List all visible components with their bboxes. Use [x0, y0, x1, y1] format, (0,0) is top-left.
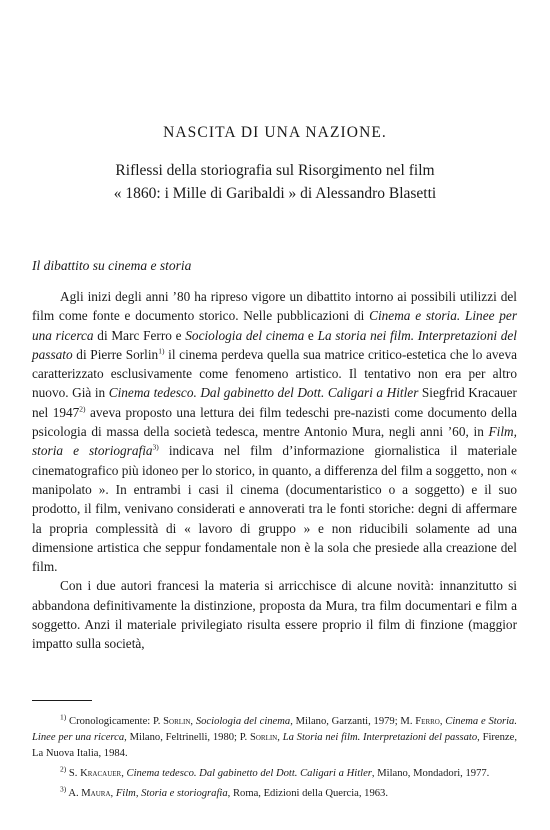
- footnote-2: $^{2)}$ S. Kracauer, Cinema tedesco. Dal gabinetto del Dott. Caligari a Hitler, Milano, Mondadori, 1977.: [60, 764, 490, 779]
- footnote-separator: [32, 700, 92, 701]
- footnote-ref-2: 2): [79, 404, 86, 414]
- footnote-ref-3: 3): [152, 442, 159, 452]
- footnote-1: $^{1)}$ Cronologicamente: P. Sorlin, Sociologia del cinema, Milano, Garzanti, 1979; M. Ferro, Cinema e Storia. Linee per una ricerca, Milano, Feltrinelli, 1980; P. Sorlin, La Storia nei film. Interpretazioni del passato, Firenze, La Nuova Italia, 1984.: [32, 712, 518, 759]
- chapter-subtitle-line-1: Riflessi della storiografia sul Risorgimento nel film: [115, 162, 435, 179]
- chapter-title: NASCITA DI UNA NAZIONE.: [163, 124, 387, 141]
- paragraph-1: Agli inizi degli anni ’80 ha ripreso vigore un dibattito intorno ai possibili utilizzi del film come fonte e documento storico. Nelle pubblicazioni di Cinema e storia. Linee per una ricerca di Marc Ferro e Sociologia del cinema e La storia nei film. Interpretazioni del passato di Pierre Sorlin$^{1)}$ il cinema perdeva quella sua matrice critico-estetica che lo aveva caratterizzato esclusivamente come fenomeno artistico. Il tentativo non era per altro nuovo. Già in Cinema tedesco. Dal gabinetto del Dott. Caligari a Hitler Siegfrid Kracauer nel 1947$^{2)}$ aveva proposto una lettura dei film tedeschi pre-nazisti come documento della psicologia di massa della società tedesca, mentre Antonio Mura, negli anni ’60, in Film, storia e storiografia$^{3)}$ indicava nel film d’informazione giornalistica il materiale cinematografico più idoneo per lo storico, in quanto, a differenza del film a soggetto, non « manipolato ». In entrambi i casi il cinema (documentaristico o a soggetto) e il suo prodotto, il film, venivano considerati e annoverati tra le fonti storiche: degni di affermare la propria complessità di « lavoro di gruppo » e non riducibili solamente ad una dimensione artistica che seppur fondamentale non è la sola che presiede alla creazione del film.: [32, 289, 518, 575]
- paragraph-2: Con i due autori francesi la materia si arricchisce di alcune novità: innanzitutto si abbandona definitivamente la distinzione, proposta da Mura, tra film documentari e film a soggetto. Anzi il materiale privilegiato risulta essere proprio il film di finzione (maggior impatto sulla società,: [32, 578, 517, 652]
- body-text: [32, 287, 517, 654]
- footnote-ref-1: 1): [158, 346, 165, 356]
- footnote-3: $^{3)}$ A. Maura, Film, Storia e storiografia, Roma, Edizioni della Quercia, 1963.: [60, 784, 389, 799]
- chapter-subtitle-line-2: « 1860: i Mille di Garibaldi » di Alessandro Blasetti: [113, 185, 437, 202]
- section-heading: Il dibattito su cinema e storia: [32, 258, 192, 273]
- footnotes: [32, 714, 517, 806]
